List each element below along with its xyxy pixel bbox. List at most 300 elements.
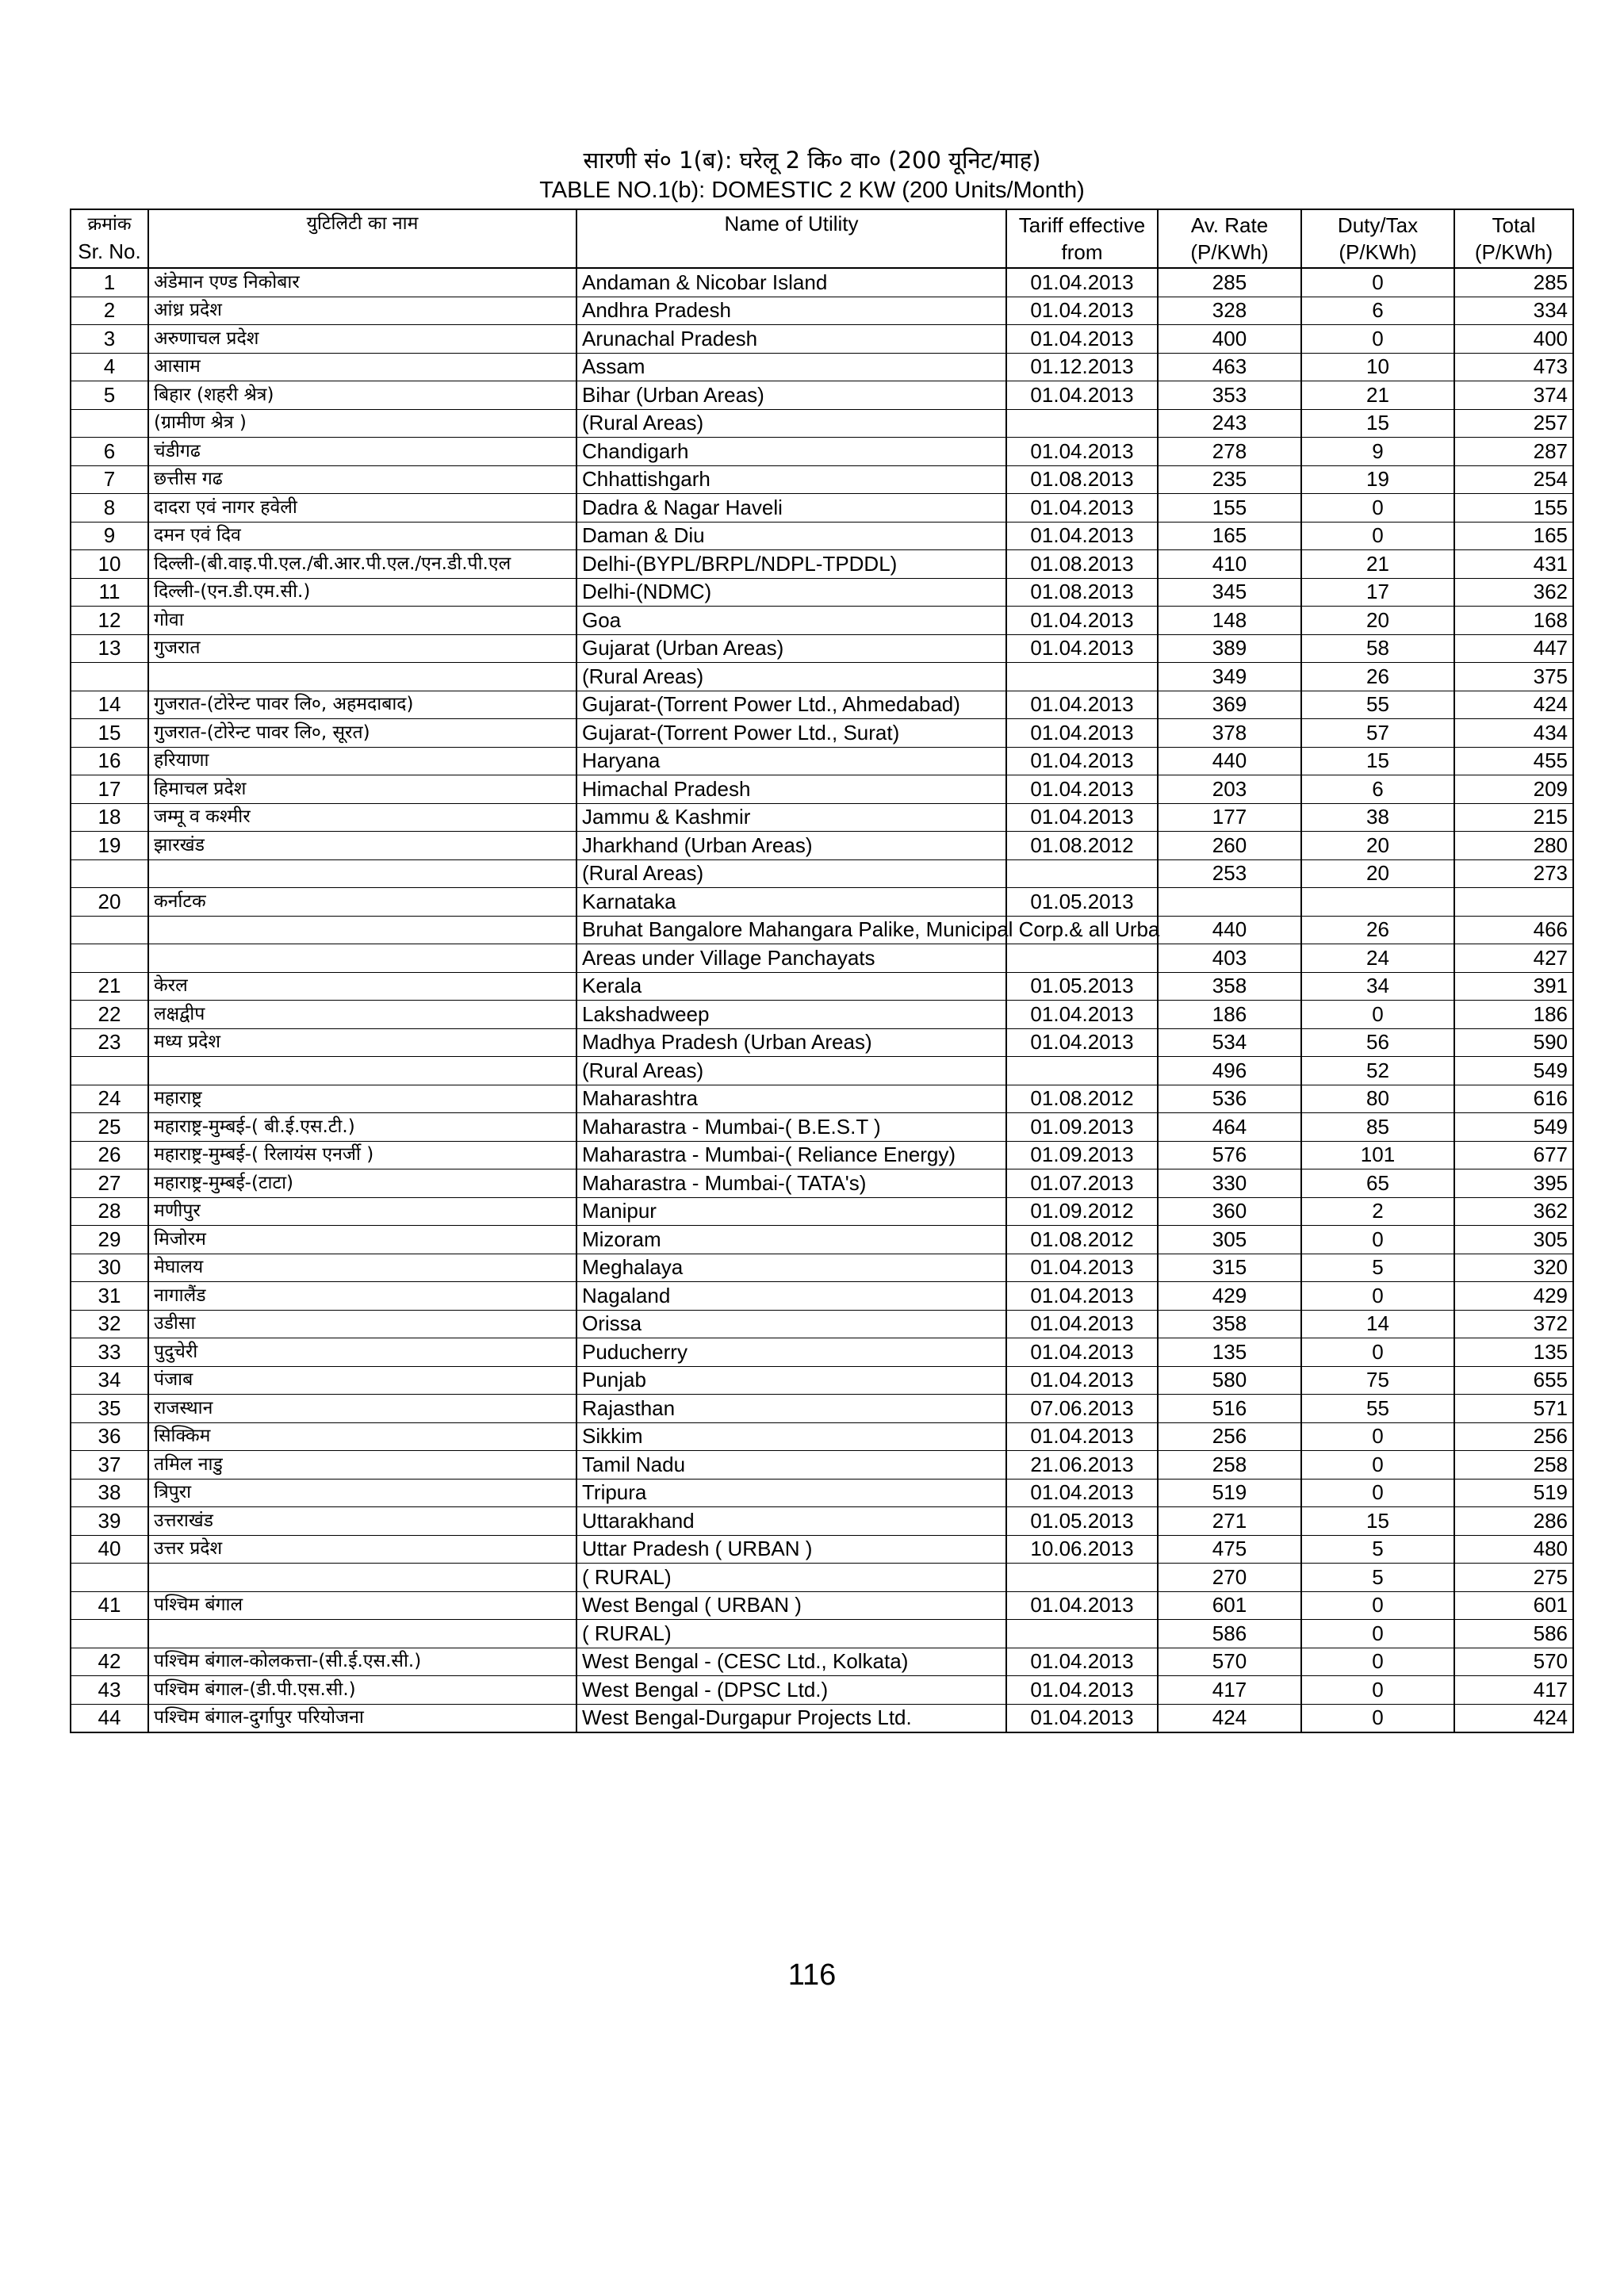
cell-total: 677 [1454,1141,1573,1169]
cell-total: 590 [1454,1028,1573,1057]
cell-tariff-date [1006,663,1158,691]
cell-duty-tax: 0 [1301,325,1454,354]
table-row [71,1648,1573,1676]
cell-av-rate: 315 [1158,1254,1301,1282]
cell-duty-tax: 101 [1301,1141,1454,1169]
cell-sr-no: 2 [71,297,148,325]
cell-av-rate: 235 [1158,465,1301,494]
cell-tariff-date: 01.04.2013 [1006,607,1158,635]
table-row [71,944,1573,973]
cell-av-rate: 305 [1158,1226,1301,1254]
cell-tariff-date: 01.04.2013 [1006,1591,1158,1620]
cell-utility-english: Maharastra - Mumbai-( TATA's) [576,1169,1006,1198]
table-row [71,353,1573,381]
table-row [71,1057,1573,1085]
cell-total: 400 [1454,325,1573,354]
cell-utility-english: Lakshadweep [576,1001,1006,1029]
cell-utility-english: Chhattishgarh [576,465,1006,494]
cell-duty-tax: 0 [1301,1226,1454,1254]
cell-total: 280 [1454,832,1573,860]
cell-tariff-date: 01.04.2013 [1006,1310,1158,1338]
cell-utility-hindi: उत्तर प्रदेश [148,1535,576,1564]
table-row [71,1338,1573,1367]
cell-utility-english: Kerala [576,972,1006,1001]
cell-duty-tax [1301,888,1454,917]
cell-duty-tax: 0 [1301,268,1454,297]
cell-av-rate: 258 [1158,1451,1301,1480]
tariff-table [70,209,1574,1733]
cell-av-rate: 203 [1158,775,1301,804]
cell-tariff-date: 01.09.2013 [1006,1141,1158,1169]
cell-av-rate: 570 [1158,1648,1301,1676]
table-row [71,1395,1573,1423]
table-row [71,859,1573,888]
cell-duty-tax: 19 [1301,465,1454,494]
cell-tariff-date: 01.04.2013 [1006,803,1158,832]
cell-utility-english: West Bengal-Durgapur Projects Ltd. [576,1704,1006,1732]
cell-total: 549 [1454,1057,1573,1085]
cell-sr-no: 31 [71,1282,148,1311]
cell-tariff-date: 07.06.2013 [1006,1395,1158,1423]
cell-utility-hindi [148,916,576,944]
cell-utility-english: Rajasthan [576,1395,1006,1423]
cell-total: 424 [1454,1704,1573,1732]
cell-sr-no: 6 [71,438,148,466]
cell-utility-english: Delhi-(BYPL/BRPL/NDPL-TPDDL) [576,550,1006,579]
cell-duty-tax: 17 [1301,578,1454,607]
cell-total: 427 [1454,944,1573,973]
cell-sr-no: 10 [71,550,148,579]
cell-duty-tax: 21 [1301,550,1454,579]
cell-utility-hindi: पश्चिम बंगाल [148,1591,576,1620]
cell-utility-hindi: त्रिपुरा [148,1479,576,1507]
cell-utility-english: Madhya Pradesh (Urban Areas) [576,1028,1006,1057]
cell-utility-hindi: चंडीगढ [148,438,576,466]
cell-utility-english: Gujarat-(Torrent Power Ltd., Surat) [576,719,1006,748]
cell-av-rate: 429 [1158,1282,1301,1311]
cell-utility-hindi: अंडेमान एण्ड निकोबार [148,268,576,297]
cell-total [1454,888,1573,917]
cell-utility-hindi: गोवा [148,607,576,635]
cell-utility-hindi: महाराष्ट्र-मुम्बई-( बी.ई.एस.टी.) [148,1113,576,1142]
cell-duty-tax: 10 [1301,353,1454,381]
cell-av-rate: 271 [1158,1507,1301,1536]
cell-utility-english: ( RURAL) [576,1620,1006,1648]
table-row [71,1479,1573,1507]
cell-duty-tax: 52 [1301,1057,1454,1085]
table-row [71,325,1573,354]
cell-utility-hindi: (ग्रामीण श्रेत्र ) [148,409,576,438]
cell-av-rate: 148 [1158,607,1301,635]
cell-utility-english: Sikkim [576,1422,1006,1451]
cell-duty-tax: 38 [1301,803,1454,832]
cell-sr-no: 32 [71,1310,148,1338]
cell-duty-tax: 55 [1301,691,1454,719]
cell-tariff-date: 01.04.2013 [1006,775,1158,804]
cell-tariff-date: 01.04.2013 [1006,1422,1158,1451]
cell-total: 519 [1454,1479,1573,1507]
header-total: Total (P/KWh) [1454,209,1573,268]
cell-duty-tax: 5 [1301,1254,1454,1282]
cell-sr-no: 3 [71,325,148,354]
cell-duty-tax: 21 [1301,381,1454,410]
cell-sr-no: 43 [71,1676,148,1705]
table-row [71,297,1573,325]
cell-tariff-date: 01.04.2013 [1006,297,1158,325]
cell-utility-hindi: मेघालय [148,1254,576,1282]
cell-tariff-date: 01.05.2013 [1006,1507,1158,1536]
cell-tariff-date: 01.05.2013 [1006,972,1158,1001]
cell-duty-tax: 2 [1301,1197,1454,1226]
cell-utility-hindi: दिल्ली-(एन.डी.एम.सी.) [148,578,576,607]
cell-utility-hindi: अरुणाचल प्रदेश [148,325,576,354]
cell-tariff-date: 01.04.2013 [1006,1254,1158,1282]
cell-utility-english: Dadra & Nagar Haveli [576,494,1006,523]
cell-av-rate: 440 [1158,747,1301,775]
cell-tariff-date: 01.04.2013 [1006,1676,1158,1705]
cell-total: 655 [1454,1366,1573,1395]
cell-duty-tax: 56 [1301,1028,1454,1057]
cell-duty-tax: 20 [1301,859,1454,888]
cell-duty-tax: 0 [1301,1282,1454,1311]
cell-duty-tax: 0 [1301,1620,1454,1648]
cell-av-rate: 424 [1158,1704,1301,1732]
cell-utility-english: Tamil Nadu [576,1451,1006,1480]
cell-av-rate: 403 [1158,944,1301,973]
cell-duty-tax: 0 [1301,1648,1454,1676]
cell-duty-tax: 5 [1301,1535,1454,1564]
table-row [71,1366,1573,1395]
cell-av-rate: 177 [1158,803,1301,832]
cell-utility-hindi: उडीसा [148,1310,576,1338]
cell-av-rate [1158,888,1301,917]
cell-sr-no: 18 [71,803,148,832]
cell-utility-english: Meghalaya [576,1254,1006,1282]
cell-tariff-date: 01.04.2013 [1006,1704,1158,1732]
cell-total: 209 [1454,775,1573,804]
table-row [71,1197,1573,1226]
cell-utility-hindi: दादरा एवं नागर हवेली [148,494,576,523]
cell-utility-english: Bruhat Bangalore Mahangara Palike, Municipal Corp.& all Urba [576,916,1006,944]
cell-total: 305 [1454,1226,1573,1254]
table-row [71,465,1573,494]
table-row [71,1507,1573,1536]
cell-utility-english: Jharkhand (Urban Areas) [576,832,1006,860]
cell-total: 549 [1454,1113,1573,1142]
cell-total: 616 [1454,1085,1573,1113]
cell-utility-hindi: महाराष्ट्र-मुम्बई-( रिलायंस एनर्जी ) [148,1141,576,1169]
cell-av-rate: 516 [1158,1395,1301,1423]
cell-duty-tax: 24 [1301,944,1454,973]
cell-av-rate: 256 [1158,1422,1301,1451]
cell-total: 155 [1454,494,1573,523]
cell-utility-hindi: झारखंड [148,832,576,860]
cell-utility-english: Maharastra - Mumbai-( Reliance Energy) [576,1141,1006,1169]
cell-av-rate: 186 [1158,1001,1301,1029]
table-row [71,494,1573,523]
table-row [71,719,1573,748]
table-row [71,1085,1573,1113]
cell-utility-english: Karnataka [576,888,1006,917]
cell-av-rate: 601 [1158,1591,1301,1620]
cell-duty-tax: 5 [1301,1564,1454,1592]
cell-sr-no: 26 [71,1141,148,1169]
cell-duty-tax: 0 [1301,1001,1454,1029]
cell-utility-english: (Rural Areas) [576,1057,1006,1085]
table-body [71,268,1573,1732]
table-title-hindi: सारणी सं० 1(ब): घरेलू 2 कि० वा० (200 यूनिट/माह) [583,147,1041,174]
cell-utility-hindi: पश्चिम बंगाल-कोलकत्ता-(सी.ई.एस.सी.) [148,1648,576,1676]
table-row [71,972,1573,1001]
table-row [71,1676,1573,1705]
cell-sr-no: 12 [71,607,148,635]
cell-av-rate: 360 [1158,1197,1301,1226]
cell-duty-tax: 0 [1301,1479,1454,1507]
table-title-english: TABLE NO.1(b): DOMESTIC 2 KW (200 Units/Month) [539,178,1085,203]
cell-tariff-date: 01.04.2013 [1006,325,1158,354]
cell-utility-hindi: पश्चिम बंगाल-दुर्गापुर परियोजना [148,1704,576,1732]
table-row [71,1141,1573,1169]
table-row [71,916,1573,944]
cell-total: 362 [1454,1197,1573,1226]
cell-utility-hindi: हरियाणा [148,747,576,775]
cell-av-rate: 349 [1158,663,1301,691]
cell-utility-english: Assam [576,353,1006,381]
table-row [71,1028,1573,1057]
cell-sr-no: 7 [71,465,148,494]
cell-sr-no: 22 [71,1001,148,1029]
cell-tariff-date: 01.09.2013 [1006,1113,1158,1142]
table-row [71,691,1573,719]
cell-tariff-date: 01.04.2013 [1006,1338,1158,1367]
cell-utility-english: Orissa [576,1310,1006,1338]
cell-total: 375 [1454,663,1573,691]
cell-sr-no [71,859,148,888]
cell-av-rate: 270 [1158,1564,1301,1592]
cell-utility-hindi: मध्य प्रदेश [148,1028,576,1057]
cell-total: 256 [1454,1422,1573,1451]
cell-utility-english: (Rural Areas) [576,663,1006,691]
cell-duty-tax: 0 [1301,522,1454,550]
header-utility-hindi: युटिलिटी का नाम [148,209,576,268]
cell-av-rate: 463 [1158,353,1301,381]
cell-duty-tax: 0 [1301,1338,1454,1367]
cell-sr-no: 9 [71,522,148,550]
table-row [71,747,1573,775]
cell-tariff-date: 01.08.2012 [1006,832,1158,860]
cell-duty-tax: 26 [1301,916,1454,944]
cell-utility-english: Daman & Diu [576,522,1006,550]
page-number: 116 [787,1958,837,1992]
cell-utility-english: Maharashtra [576,1085,1006,1113]
cell-total: 395 [1454,1169,1573,1198]
cell-utility-english: ( RURAL) [576,1564,1006,1592]
cell-utility-english: Uttarakhand [576,1507,1006,1536]
cell-duty-tax: 9 [1301,438,1454,466]
cell-total: 275 [1454,1564,1573,1592]
header-av-rate: Av. Rate (P/KWh) [1158,209,1301,268]
cell-utility-english: Haryana [576,747,1006,775]
table-row [71,268,1573,297]
cell-sr-no [71,916,148,944]
cell-sr-no: 5 [71,381,148,410]
cell-sr-no: 34 [71,1366,148,1395]
table-row [71,663,1573,691]
cell-utility-hindi: राजस्थान [148,1395,576,1423]
cell-sr-no [71,944,148,973]
table-row [71,409,1573,438]
cell-tariff-date: 01.08.2012 [1006,1226,1158,1254]
cell-tariff-date [1006,944,1158,973]
cell-total: 586 [1454,1620,1573,1648]
cell-tariff-date: 01.04.2013 [1006,691,1158,719]
cell-av-rate: 330 [1158,1169,1301,1198]
cell-av-rate: 519 [1158,1479,1301,1507]
cell-av-rate: 536 [1158,1085,1301,1113]
cell-utility-hindi [148,1564,576,1592]
cell-duty-tax: 0 [1301,1704,1454,1732]
cell-utility-hindi: जम्मू व कश्मीर [148,803,576,832]
cell-total: 434 [1454,719,1573,748]
cell-utility-hindi: लक्षद्वीप [148,1001,576,1029]
table-row [71,634,1573,663]
cell-av-rate: 496 [1158,1057,1301,1085]
cell-utility-hindi: बिहार (शहरी श्रेत्र) [148,381,576,410]
cell-utility-english: Jammu & Kashmir [576,803,1006,832]
cell-duty-tax: 0 [1301,1591,1454,1620]
cell-duty-tax: 20 [1301,832,1454,860]
cell-sr-no: 29 [71,1226,148,1254]
cell-total: 215 [1454,803,1573,832]
cell-total: 447 [1454,634,1573,663]
cell-sr-no: 30 [71,1254,148,1282]
cell-tariff-date: 01.04.2013 [1006,747,1158,775]
header-duty-tax: Duty/Tax (P/KWh) [1301,209,1454,268]
cell-duty-tax: 6 [1301,775,1454,804]
cell-utility-hindi: दिल्ली-(बी.वाइ.पी.एल./बी.आर.पी.एल./एन.डी.पी.एल [148,550,576,579]
cell-sr-no: 13 [71,634,148,663]
cell-total: 417 [1454,1676,1573,1705]
cell-utility-english: Himachal Pradesh [576,775,1006,804]
table-row [71,1282,1573,1311]
cell-total: 186 [1454,1001,1573,1029]
cell-total: 334 [1454,297,1573,325]
cell-utility-english: (Rural Areas) [576,409,1006,438]
cell-duty-tax: 75 [1301,1366,1454,1395]
cell-duty-tax: 65 [1301,1169,1454,1198]
cell-sr-no: 1 [71,268,148,297]
cell-av-rate: 576 [1158,1141,1301,1169]
cell-utility-english: Maharastra - Mumbai-( B.E.S.T ) [576,1113,1006,1142]
cell-utility-english: Andhra Pradesh [576,297,1006,325]
cell-utility-english: Mizoram [576,1226,1006,1254]
cell-utility-hindi [148,1620,576,1648]
cell-sr-no: 44 [71,1704,148,1732]
table-row [71,438,1573,466]
table-row [71,832,1573,860]
table-row [71,1704,1573,1732]
cell-sr-no: 20 [71,888,148,917]
cell-utility-hindi: पंजाब [148,1366,576,1395]
cell-duty-tax: 14 [1301,1310,1454,1338]
cell-av-rate: 475 [1158,1535,1301,1564]
cell-tariff-date: 01.08.2013 [1006,550,1158,579]
cell-av-rate: 165 [1158,522,1301,550]
cell-utility-hindi: तमिल नाडु [148,1451,576,1480]
cell-sr-no: 14 [71,691,148,719]
cell-utility-english: Delhi-(NDMC) [576,578,1006,607]
cell-tariff-date: 01.04.2013 [1006,438,1158,466]
cell-utility-hindi: दमन एवं दिव [148,522,576,550]
table-row [71,775,1573,804]
cell-utility-english: West Bengal ( URBAN ) [576,1591,1006,1620]
cell-sr-no: 37 [71,1451,148,1480]
cell-utility-english: (Rural Areas) [576,859,1006,888]
cell-duty-tax: 15 [1301,1507,1454,1536]
cell-duty-tax: 15 [1301,747,1454,775]
cell-av-rate: 253 [1158,859,1301,888]
cell-sr-no: 39 [71,1507,148,1536]
cell-total: 455 [1454,747,1573,775]
table-row [71,1591,1573,1620]
cell-utility-hindi: महाराष्ट्र-मुम्बई-(टाटा) [148,1169,576,1198]
cell-sr-no [71,1620,148,1648]
cell-utility-hindi: केरल [148,972,576,1001]
cell-utility-english: Andaman & Nicobar Island [576,268,1006,297]
cell-duty-tax: 58 [1301,634,1454,663]
cell-utility-english: Puducherry [576,1338,1006,1367]
cell-duty-tax: 26 [1301,663,1454,691]
cell-utility-hindi: सिक्किम [148,1422,576,1451]
cell-total: 286 [1454,1507,1573,1536]
table-row [71,888,1573,917]
cell-sr-no [71,1564,148,1592]
cell-sr-no: 36 [71,1422,148,1451]
cell-av-rate: 378 [1158,719,1301,748]
cell-utility-hindi: आंध्र प्रदेश [148,297,576,325]
cell-sr-no: 19 [71,832,148,860]
table-row [71,1620,1573,1648]
cell-av-rate: 243 [1158,409,1301,438]
cell-sr-no: 8 [71,494,148,523]
table-row [71,1113,1573,1142]
cell-av-rate: 534 [1158,1028,1301,1057]
cell-av-rate: 410 [1158,550,1301,579]
cell-duty-tax: 15 [1301,409,1454,438]
cell-duty-tax: 80 [1301,1085,1454,1113]
cell-total: 285 [1454,268,1573,297]
cell-tariff-date: 21.06.2013 [1006,1451,1158,1480]
cell-tariff-date: 01.04.2013 [1006,1028,1158,1057]
cell-utility-english: Gujarat (Urban Areas) [576,634,1006,663]
cell-total: 273 [1454,859,1573,888]
cell-sr-no: 4 [71,353,148,381]
cell-tariff-date: 01.04.2013 [1006,719,1158,748]
cell-utility-hindi [148,663,576,691]
cell-tariff-date [1006,1620,1158,1648]
header-sr: क्रमांक Sr. No. [71,209,148,268]
cell-duty-tax: 85 [1301,1113,1454,1142]
cell-duty-tax: 34 [1301,972,1454,1001]
cell-tariff-date: 01.09.2012 [1006,1197,1158,1226]
table-row [71,607,1573,635]
table-row [71,381,1573,410]
cell-utility-hindi: पश्चिम बंगाल-(डी.पी.एस.सी.) [148,1676,576,1705]
cell-tariff-date: 01.07.2013 [1006,1169,1158,1198]
cell-av-rate: 358 [1158,1310,1301,1338]
cell-total: 320 [1454,1254,1573,1282]
cell-av-rate: 260 [1158,832,1301,860]
